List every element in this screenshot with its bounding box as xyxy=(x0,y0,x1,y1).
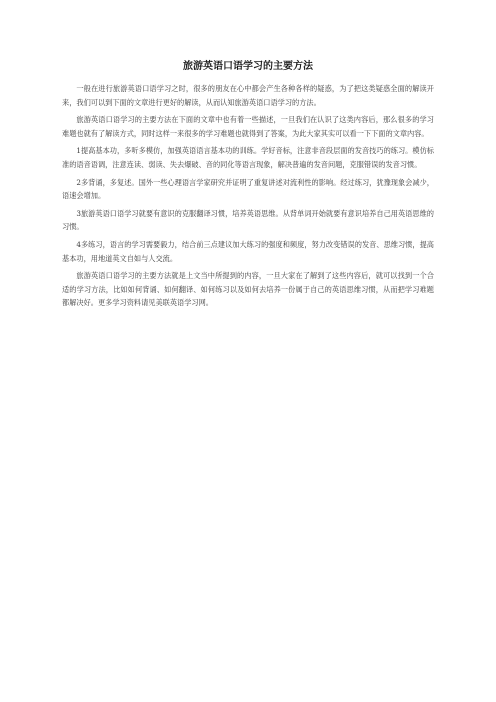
paragraph-method-2: 2多背诵，多复述。国外一些心理语言学家研究并证明了重复讲述对流利性的影响。经过练习，犹豫现象会减少，语速会增加。 xyxy=(62,177,434,201)
paragraph-conclusion: 旅游英语口语学习的主要方法就是上文当中所提到的内容，一旦大家在了解到了这些内容后，就可以找到一个合适的学习方法，比如如何背诵、如何翻译、如何练习以及如何去培养一份属于自己的英语思维习惯，从而把学习难题都解决好。更多学习资料请见美联英语学习网。 xyxy=(62,271,434,308)
paragraph-method-1: 1提高基本功，多听多模仿，加强英语语言基本功的训练。学好音标，注意非音段层面的发音技巧的练习。模仿标准的语音语调，注意连读、弱读、失去爆破、音的同化等语言现象，解决普遍的发音问题，克服错误的发音习惯。 xyxy=(62,146,434,169)
paragraph-method-4: 4多练习，语言的学习需要毅力，结合前三点建议加大练习的强度和频度，努力改变错误的发音、思维习惯，提高基本功，用地道英文自如与人交流。 xyxy=(62,239,434,263)
document-title: 旅游英语口语学习的主要方法 xyxy=(183,61,313,72)
paragraph-method-3: 3旅游英语口语学习就要有意识的克服翻译习惯，培养英语思维。从背单词开始就要有意识培养自己用英语思维的习惯。 xyxy=(62,208,434,232)
paragraph-intro: 一般在进行旅游英语口语学习之时，很多的朋友在心中都会产生各种各样的疑惑，为了把这类疑惑全面的解读开来，我们可以到下面的文章进行更好的解读，从而认知旅游英语口语学习的方法。 xyxy=(62,84,434,107)
paragraph-overview: 旅游英语口语学习的主要方法在下面的文章中也有着一些描述，一旦我们在认识了这类内容后，那么很多的学习难题也就有了解读方式，同时这样一来很多的学习难题也就得到了答案，为此大家其实可以看一下下面的文章内容。 xyxy=(62,115,434,138)
document-page xyxy=(62,60,434,314)
